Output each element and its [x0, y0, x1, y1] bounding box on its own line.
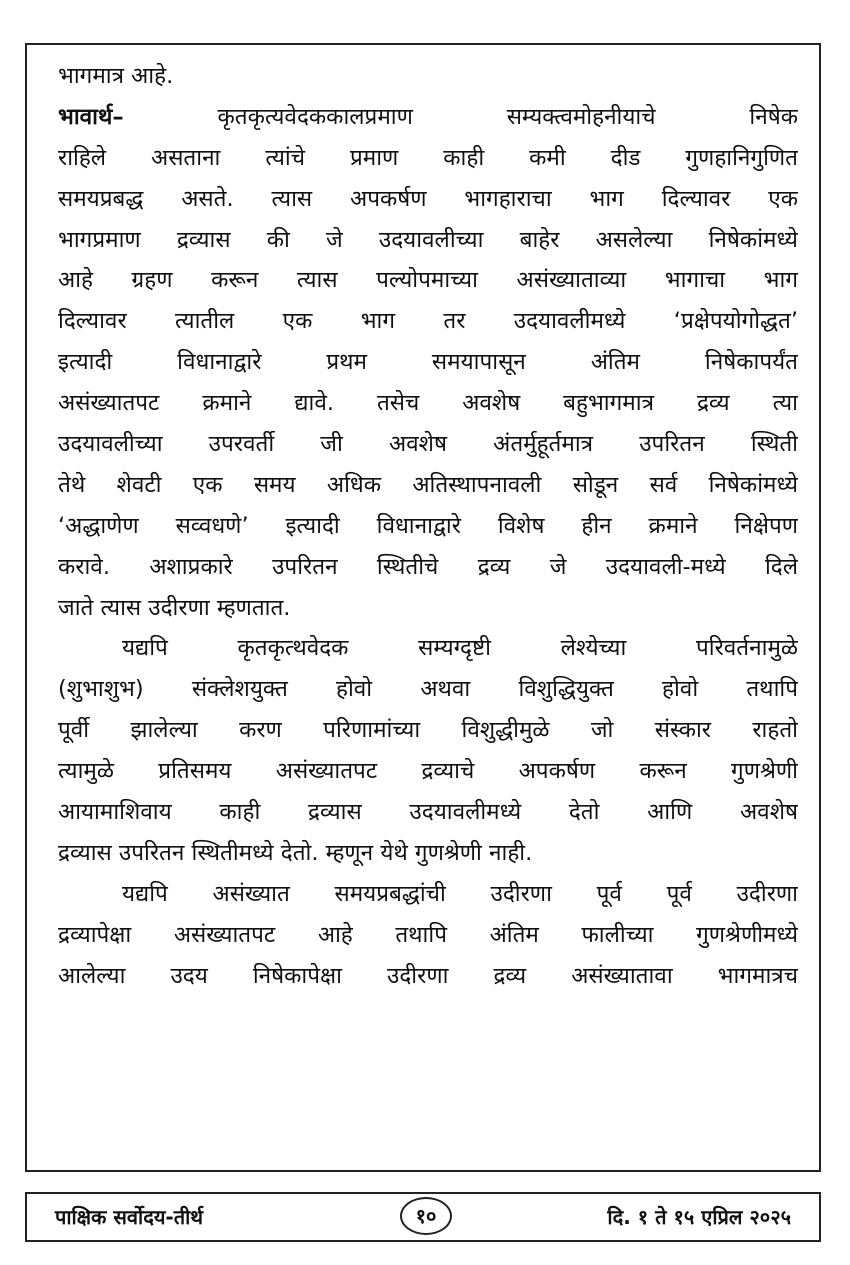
- text-line: तेथे शेवटी एक समय अधिक अतिस्थापनावली सोडून सर्व निषेकांमध्ये: [58, 471, 798, 498]
- bhavarth-label: भावार्थ–: [58, 103, 124, 130]
- text-line: त्यामुळे प्रतिसमय असंख्यातपट द्रव्याचे अपकर्षण करून गुणश्रेणी: [58, 758, 798, 785]
- text-line: करावे. अशाप्रकारे उपरितन स्थितीचे द्रव्य जे उदयावली-मध्ये दिले: [58, 553, 798, 580]
- text-line: भागमात्र आहे.: [58, 63, 174, 89]
- text-line: द्रव्यास उपरितन स्थितीमध्ये देतो. म्हणून येथे गुणश्रेणी नाही.: [58, 839, 533, 866]
- body-text: [58, 56, 798, 996]
- text-line: जाते त्यास उदीरणा म्हणतात.: [58, 594, 291, 621]
- text-line: उदयावलीच्या उपरवर्ती जी अवशेष अंतर्मुहूर्तमात्र उपरितन स्थिती: [58, 431, 798, 458]
- text-line: समयप्रबद्ध असते. त्यास अपकर्षण भागहाराचा भाग दिल्यावर एक: [58, 185, 798, 212]
- text-line: आयामाशिवाय काही द्रव्यास उदयावलीमध्ये देतो आणि अवशेष: [58, 799, 798, 826]
- page-number: १०: [400, 1197, 452, 1235]
- bhavarth-text: कृतकृत्यवेदककालप्रमाण सम्यक्त्वमोहनीयाचे निषेक: [123, 103, 798, 130]
- text-line: द्रव्यापेक्षा असंख्यातपट आहे तथापि अंतिम फालीच्या गुणश्रेणीमध्ये: [58, 921, 798, 948]
- text-line: भागप्रमाण द्रव्यास की जे उदयावलीच्या बाहेर असलेल्या निषेकांमध्ये: [58, 226, 798, 253]
- text-line: दिल्यावर त्यातील एक भाग तर उदयावलीमध्ये ‘प्रक्षेपयोगोद्धत’: [58, 308, 798, 335]
- text-line: ‘अद्धाणेण सव्वधणे’ इत्यादी विधानाद्वारे विशेष हीन क्रमाने निक्षेपण: [58, 512, 798, 539]
- text-line: पूर्वी झालेल्या करण परिणामांच्या विशुद्धीमुळे जो संस्कार राहतो: [58, 717, 798, 744]
- text-line: आहे ग्रहण करून त्यास पल्योपमाच्या असंख्याताव्या भागाचा भाग: [58, 267, 798, 294]
- paragraph-start-line: यद्यपि असंख्यात समयप्रबद्धांची उदीरणा पूर्व पूर्व उदीरणा: [122, 880, 798, 907]
- issue-date: दि. १ ते १५ एप्रिल २०२५: [607, 1205, 791, 1229]
- text-line: राहिले असताना त्यांचे प्रमाण काही कमी दीड गुणहानिगुणित: [58, 144, 798, 171]
- publication-title: पाक्षिक सर्वोदय-तीर्थ: [55, 1205, 204, 1229]
- bhavarth-line: [58, 97, 798, 138]
- text-line: आलेल्या उदय निषेकापेक्षा उदीरणा द्रव्य असंख्यातावा भागमात्रच: [58, 962, 798, 989]
- text-line: (शुभाशुभ) संक्लेशयुक्त होवो अथवा विशुद्धियुक्त होवो तथापि: [58, 676, 798, 703]
- text-line: इत्यादी विधानाद्वारे प्रथम समयापासून अंतिम निषेकापर्यंत: [58, 349, 798, 376]
- paragraph-start-line: यद्यपि कृतकृत्थवेदक सम्यग्दृष्टी लेश्येच्या परिवर्तनामुळे: [122, 635, 798, 662]
- text-line: असंख्यातपट क्रमाने द्यावे. तसेच अवशेष बहुभागमात्र द्रव्य त्या: [58, 390, 798, 417]
- page-footer: [25, 1192, 821, 1242]
